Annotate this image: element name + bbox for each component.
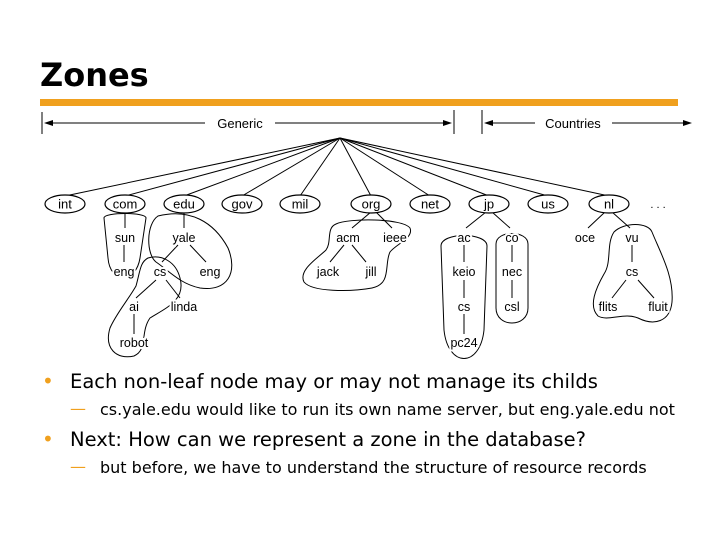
node-keio: keio [452,265,476,279]
countries-label: Countries [545,116,601,131]
node-ai: ai [129,300,139,314]
node-yale: yale [172,231,196,245]
tld-org: org [361,196,381,212]
bullet-text: Next: How can we represent a zone in the database? [70,428,587,451]
sub-bullet-text: but before, we have to understand the structure of resource records [100,458,647,477]
node-eng-com: eng [113,265,135,279]
bullet-dot: • [42,427,54,451]
root-edges [65,138,609,196]
bullet-item [42,370,702,394]
node-jill: jill [365,265,377,279]
tld-net: net [420,196,440,212]
node-nec: nec [501,265,523,279]
bullet-item [42,428,702,452]
node-vu: vu [625,231,639,245]
tld-mil: mil [291,196,309,212]
tld-com: com [112,196,138,212]
tld-int: int [58,196,72,212]
node-linda: linda [170,300,198,314]
tld-jp: jp [483,196,495,212]
node-co: co [505,231,519,245]
slide-title: Zones [40,56,149,94]
sub-bullet-item [42,400,702,420]
node-acm: acm [336,231,360,245]
tld-us: us [541,196,555,212]
node-fluit: fluit [648,300,668,314]
generic-label: Generic [217,116,263,131]
tld-gov: gov [231,196,253,212]
node-cs-yale: cs [153,265,167,279]
node-robot: robot [119,336,149,350]
tld-nl: nl [603,196,615,212]
sub-bullet-item [42,458,702,478]
node-cs-keio: cs [457,300,471,314]
node-oce: oce [574,231,596,245]
node-cs-vu: cs [625,265,639,279]
node-pc24: pc24 [450,336,478,350]
node-flits: flits [598,300,618,314]
ellipsis: . . . [650,199,666,211]
node-eng-yale: eng [199,265,221,279]
bullet-dot: • [42,369,54,393]
sub-bullet-text: cs.yale.edu would like to run its own name server, but eng.yale.edu not [100,400,675,419]
sub-bullet-dash: — [70,399,86,418]
node-csl: csl [504,300,520,314]
node-ac: ac [457,231,471,245]
node-sun: sun [114,231,136,245]
sub-bullet-dash: — [70,457,86,476]
tld-edu: edu [173,196,195,212]
node-ieee: ieee [383,231,407,245]
node-jack: jack [316,265,340,279]
bullet-list [42,370,702,486]
bullet-text: Each non-leaf node may or may not manage its childs [70,370,598,393]
